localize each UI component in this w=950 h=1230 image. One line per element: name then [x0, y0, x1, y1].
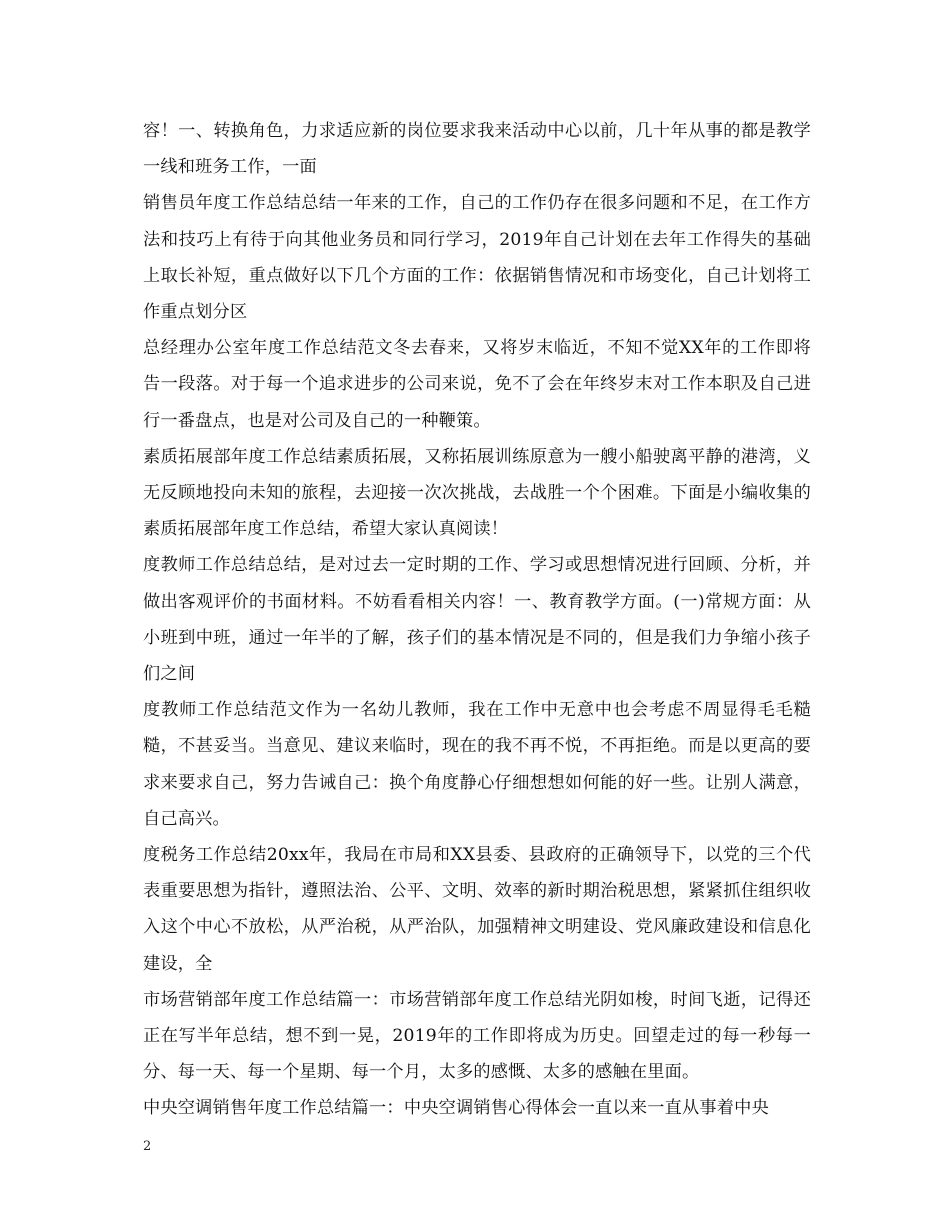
paragraph-5: 度教师工作总结总结，是对过去一定时期的工作、学习或思想情况进行回顾、分析，并做出客观评价的书面材料。不妨看看相关内容！一、教育教学方面。(一)常规方面：从小班到中班，通过一年半的了解，孩子们的基本情况是不同的，但是我们力争缩小孩子们之间	[143, 555, 811, 685]
paragraph-7: 度税务工作总结20xx年，我局在市局和XX县委、县政府的正确领导下，以党的三个代表重要思想为指针，遵照法治、公平、文明、效率的新时期治税思想，紧紧抓住组织收入这个中心不放松，从严治税，从严治队，加强精神文明建设、党风廉政建设和信息化建设，全	[143, 845, 811, 974]
page-number: 2	[143, 1139, 152, 1154]
paragraph-6: 度教师工作总结范文作为一名幼儿教师，我在工作中无意中也会考虑不周显得毛毛糙糙，不甚妥当。当意见、建议来临时，现在的我不再不悦，不再拒绝。而是以更高的要求来要求自己，努力告诫自己：换个角度静心仔细想想如何能的好一些。让别人满意，自己高兴。	[143, 700, 811, 829]
body-text	[143, 113, 811, 1127]
paragraph-4: 素质拓展部年度工作总结素质拓展，又称拓展训练原意为一艘小船驶离平静的港湾，义无反顾地投向未知的旅程，去迎接一次次挑战，去战胜一个个困难。下面是小编收集的素质拓展部年度工作总结，希望大家认真阅读！	[143, 446, 811, 540]
paragraph-8: 市场营销部年度工作总结篇一：市场营销部年度工作总结光阴如梭，时间飞逝，记得还正在写半年总结，想不到一晃，2019年的工作即将成为历史。回望走过的每一秒每一分、每一天、每一个星期、每一个月，太多的感慨、太多的感触在里面。	[143, 989, 811, 1083]
paragraph-2: 销售员年度工作总结总结一年来的工作，自己的工作仍存在很多问题和不足，在工作方法和技巧上有待于向其他业务员和同行学习，2019年自己计划在去年工作得失的基础上取长补短，重点做好以下几个方面的工作：依据销售情况和市场变化，自己计划将工作重点划分区	[143, 193, 811, 323]
paragraph-9: 中央空调销售年度工作总结篇一：中央空调销售心得体会一直以来一直从事着中央	[143, 1098, 769, 1119]
paragraph-3: 总经理办公室年度工作总结范文冬去春来，又将岁末临近，不知不觉XX年的工作即将告一段落。对于每一个追求进步的公司来说，免不了会在年终岁末对工作本职及自己进行一番盘点，也是对公司及自己的一种鞭策。	[143, 338, 811, 431]
paragraph-1: 容！一、转换角色，力求适应新的岗位要求我来活动中心以前，几十年从事的都是教学一线和班务工作，一面	[143, 121, 811, 178]
